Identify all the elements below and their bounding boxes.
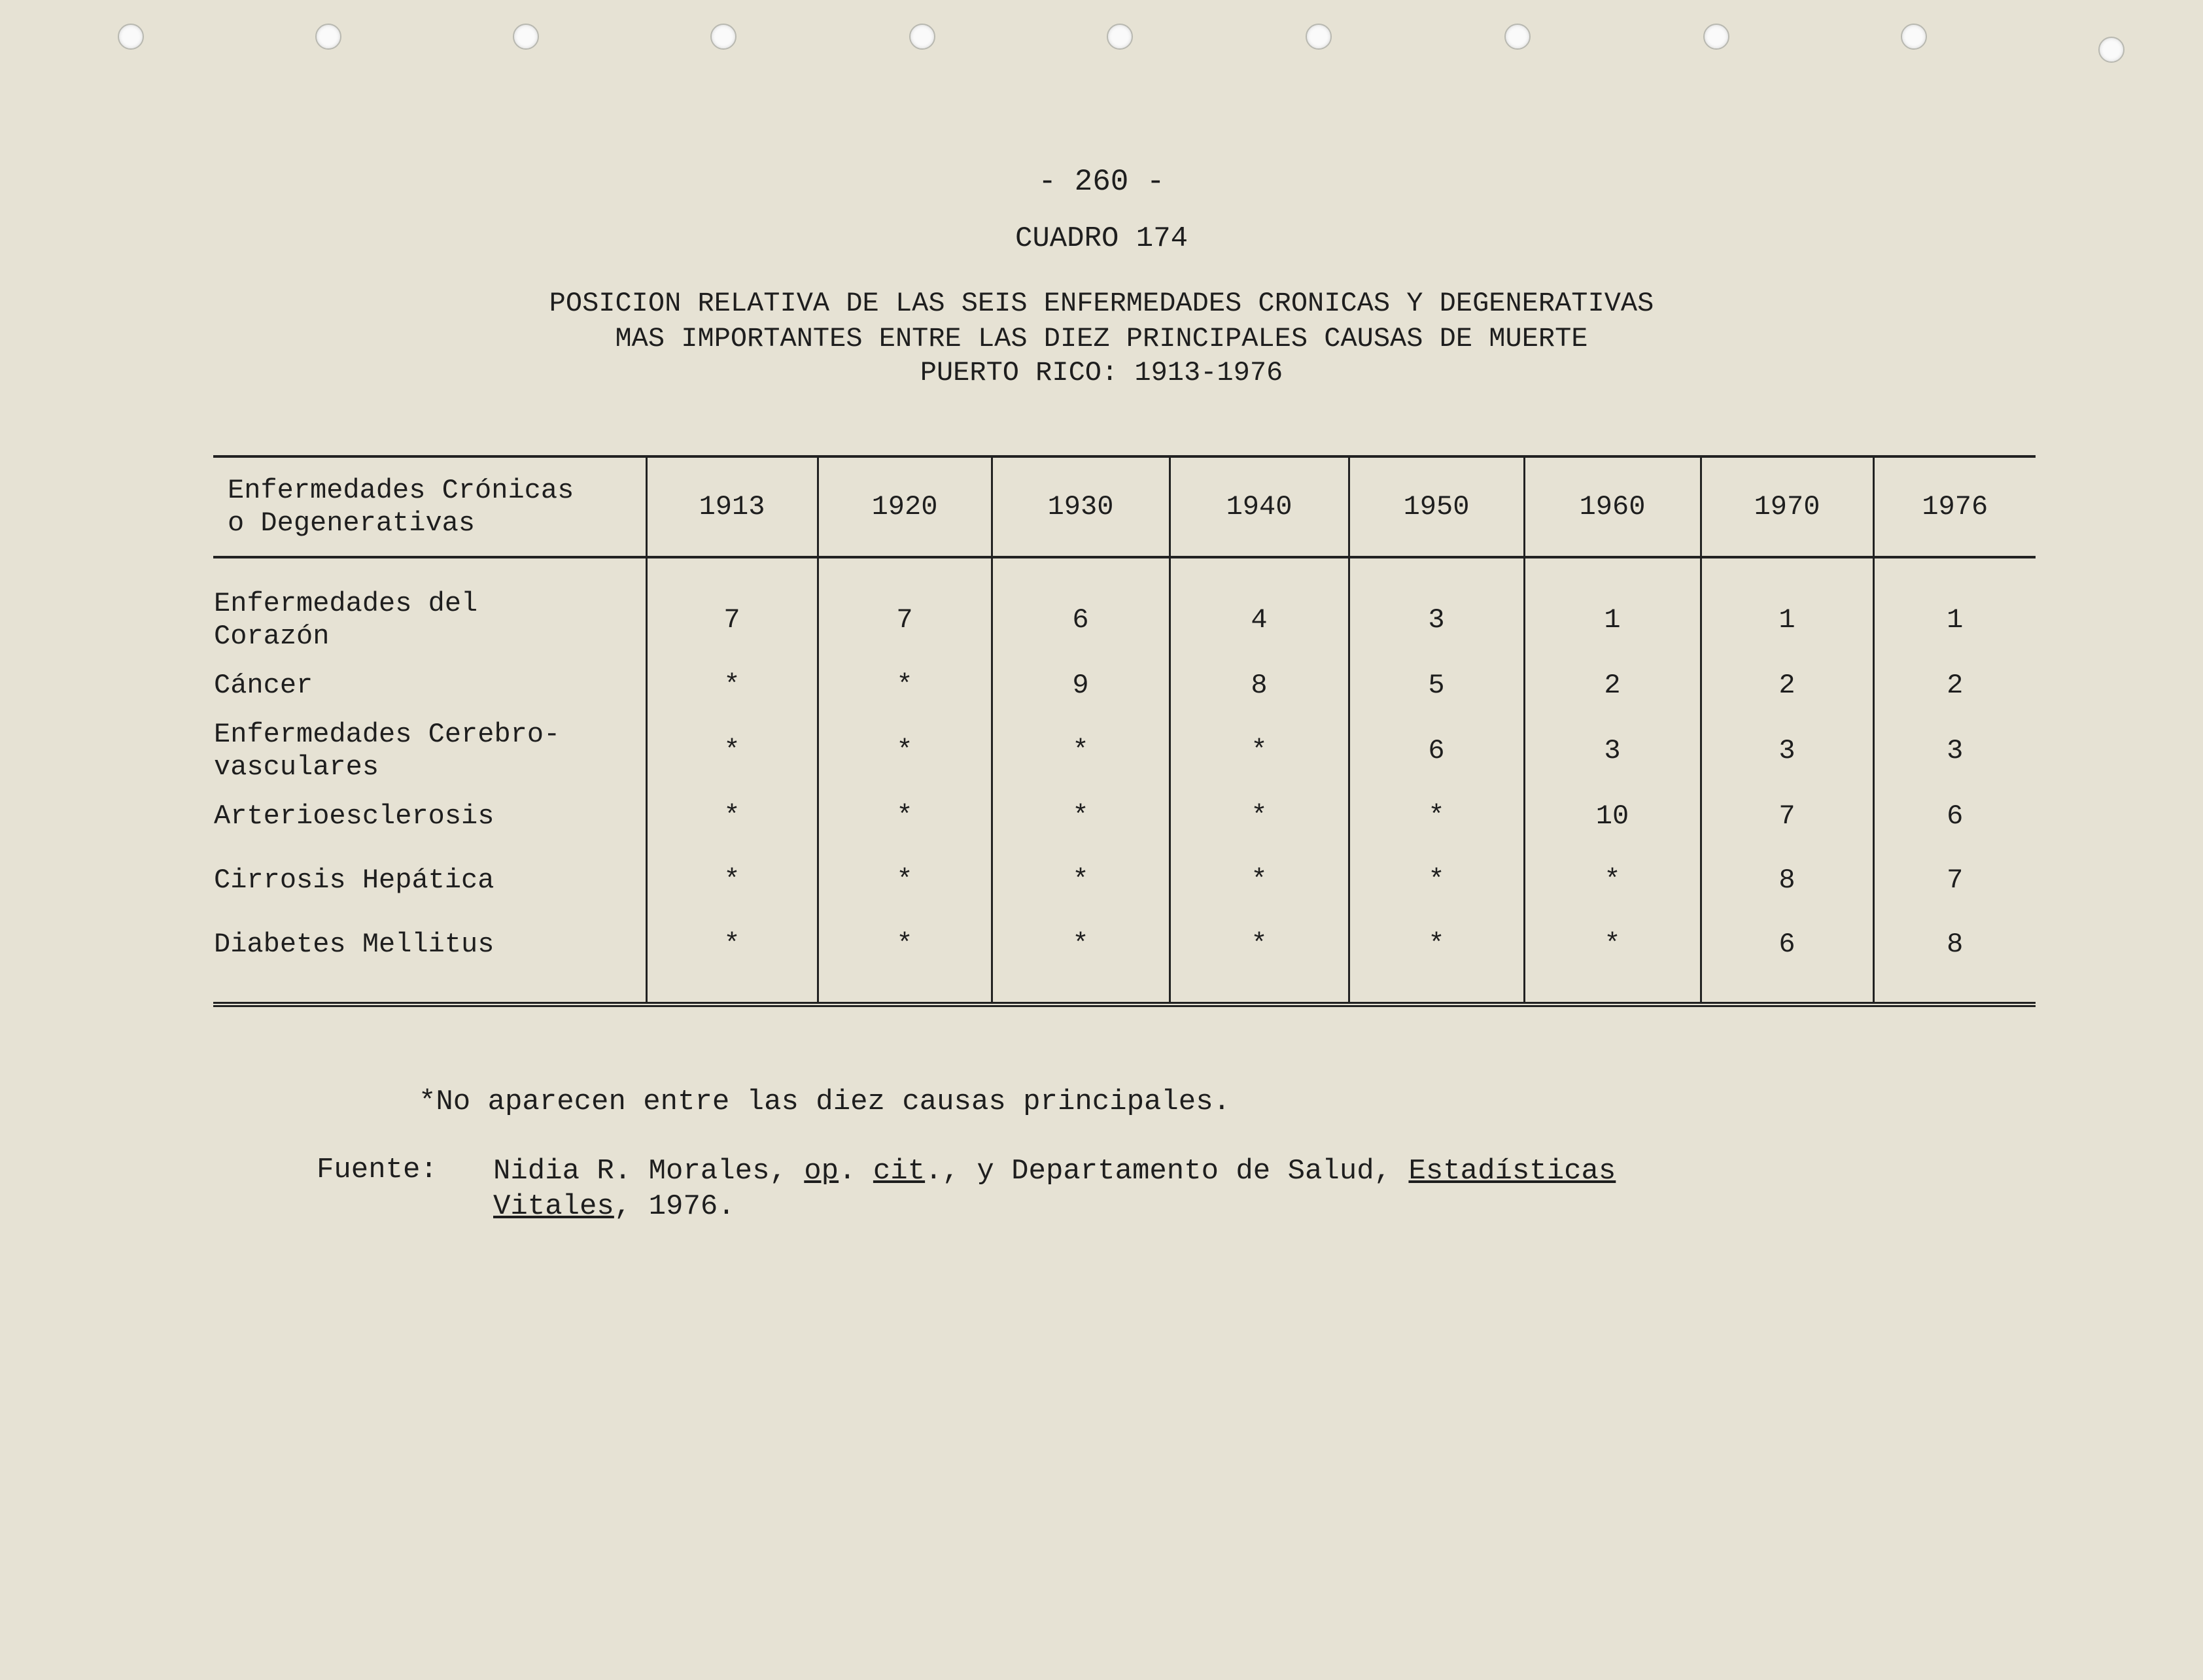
table-cell: 10: [1524, 784, 1701, 848]
table-row: [213, 784, 2036, 848]
binder-hole-icon: [315, 24, 341, 50]
table-cell: *: [646, 848, 818, 912]
table-cell: 7: [818, 557, 992, 653]
row-label-line-2: vasculares: [214, 751, 379, 783]
binder-hole-icon: [1901, 24, 1927, 50]
title-line-1: POSICION RELATIVA DE LAS SEIS ENFERMEDADES CRONICAS Y DEGENERATIVAS: [549, 288, 1654, 319]
table-cell: *: [646, 717, 818, 784]
table-cell: 2: [1524, 653, 1701, 717]
header-year: 1930: [992, 456, 1170, 557]
footnote: *No aparecen entre las diez causas principales.: [419, 1086, 1231, 1118]
table-cell: *: [646, 784, 818, 848]
table-cell: *: [818, 784, 992, 848]
table-cell: *: [992, 848, 1170, 912]
table-cell: 8: [1873, 912, 2036, 1004]
data-table: [213, 455, 2036, 1007]
row-label-line-1: Arterioesclerosis: [214, 800, 494, 832]
header-year: 1960: [1524, 456, 1701, 557]
table-cell: 1: [1701, 557, 1873, 653]
table-cell: 3: [1524, 717, 1701, 784]
table-row: [213, 557, 2036, 653]
table-row: [213, 848, 2036, 912]
table-cell: 1: [1873, 557, 2036, 653]
table-cell: *: [646, 653, 818, 717]
binder-hole-icon: [2098, 37, 2125, 63]
page-number: - 260 -: [1038, 165, 1165, 199]
binder-hole-icon: [1703, 24, 1729, 50]
table-cell: *: [992, 912, 1170, 1004]
header-year: 1950: [1349, 456, 1524, 557]
table-cell: *: [992, 784, 1170, 848]
row-label-line-1: Enfermedades Cerebro-: [214, 719, 561, 750]
table-cell: 2: [1873, 653, 2036, 717]
binder-hole-icon: [710, 24, 737, 50]
table-cell: *: [1349, 784, 1524, 848]
table-cell: 9: [992, 653, 1170, 717]
source-department: ., y Departamento de Salud,: [925, 1155, 1409, 1188]
table-cell: *: [818, 912, 992, 1004]
table-cell: *: [1349, 912, 1524, 1004]
source-cit: cit: [873, 1155, 926, 1188]
source-label: Fuente:: [317, 1154, 438, 1186]
table-cell: 6: [1701, 912, 1873, 1004]
title-line-3: PUERTO RICO: 1913-1976: [920, 357, 1283, 388]
source-op: op: [804, 1155, 839, 1188]
table-cell: *: [1170, 848, 1349, 912]
table-number: CUADRO 174: [1015, 222, 1188, 255]
table-cell: 7: [646, 557, 818, 653]
table-cell: 2: [1701, 653, 1873, 717]
table-cell: 5: [1349, 653, 1524, 717]
header-year: 1913: [646, 456, 818, 557]
table-cell: *: [818, 717, 992, 784]
header-disease-line-2: o Degenerativas: [228, 507, 476, 539]
table-cell: 1: [1524, 557, 1701, 653]
row-label-line-1: Diabetes Mellitus: [214, 929, 494, 960]
table-cell: 7: [1873, 848, 2036, 912]
source-author: Nidia R. Morales,: [493, 1155, 805, 1188]
binder-hole-icon: [513, 24, 539, 50]
header-disease-line-1: Enfermedades Crónicas: [228, 475, 574, 506]
table-cell: 6: [992, 557, 1170, 653]
table-cell: 8: [1170, 653, 1349, 717]
table-row: [213, 717, 2036, 784]
row-label-line-2: Corazón: [214, 621, 330, 652]
table-cell: *: [646, 912, 818, 1004]
header-year: 1920: [818, 456, 992, 557]
table-cell: *: [1170, 784, 1349, 848]
table-cell: *: [992, 717, 1170, 784]
binder-hole-icon: [909, 24, 935, 50]
binder-hole-icon: [1107, 24, 1133, 50]
table-cell: 8: [1701, 848, 1873, 912]
binder-hole-icon: [1504, 24, 1531, 50]
table-cell: 3: [1701, 717, 1873, 784]
table-cell: 3: [1349, 557, 1524, 653]
source-sep-1: .: [839, 1155, 873, 1188]
header-year: 1976: [1873, 456, 2036, 557]
source-vitales: Vitales: [493, 1190, 614, 1223]
source-year: , 1976.: [614, 1190, 735, 1223]
table-row: [213, 653, 2036, 717]
row-label: [213, 784, 646, 848]
binder-hole-icon: [1306, 24, 1332, 50]
table-cell: *: [818, 848, 992, 912]
table-cell: 4: [1170, 557, 1349, 653]
table-header-row: [213, 456, 2036, 557]
row-label: [213, 653, 646, 717]
binder-hole-icon: [118, 24, 144, 50]
table-cell: *: [1349, 848, 1524, 912]
row-label: [213, 717, 646, 784]
table-cell: 7: [1701, 784, 1873, 848]
source-estadisticas: Estadísticas: [1408, 1155, 1616, 1188]
title-line-2: MAS IMPORTANTES ENTRE LAS DIEZ PRINCIPALES CAUSAS DE MUERTE: [615, 323, 1588, 354]
row-label-line-1: Enfermedades del: [214, 588, 478, 619]
header-disease: [213, 456, 646, 557]
table-cell: *: [1524, 912, 1701, 1004]
table-cell: *: [1524, 848, 1701, 912]
table-row: [213, 912, 2036, 1004]
table-cell: *: [1170, 717, 1349, 784]
source-text: [493, 1154, 1932, 1224]
header-year: 1940: [1170, 456, 1349, 557]
row-label: [213, 912, 646, 1004]
table-cell: 3: [1873, 717, 2036, 784]
row-label: [213, 848, 646, 912]
header-year: 1970: [1701, 456, 1873, 557]
table-cell: *: [1170, 912, 1349, 1004]
row-label: [213, 557, 646, 653]
table-cell: *: [818, 653, 992, 717]
row-label-line-1: Cáncer: [214, 670, 313, 701]
table-cell: 6: [1873, 784, 2036, 848]
table-cell: 6: [1349, 717, 1524, 784]
row-label-line-1: Cirrosis Hepática: [214, 865, 494, 896]
